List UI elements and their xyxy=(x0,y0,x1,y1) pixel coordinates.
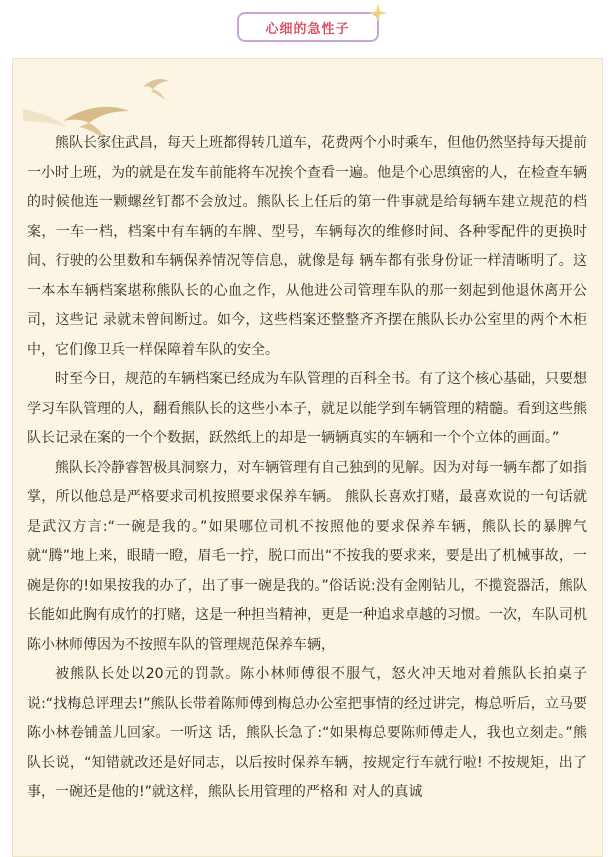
page-title: 心细的急性子 xyxy=(265,21,350,37)
paragraph: 熊队长冷静睿智极具洞察力，对车辆管理有自己独到的见解。因为对每一辆车都了如指掌，所以他总是严格要求司机按照要求保养车辆。 熊队长喜欢打赌，最喜欢说的一句话就是武汉方言:“一碗是我的。”如果哪位司机不按照他的要求保养车辆，熊队长的暴脾气就“腾”地上来，眼睛一瞪，眉毛一拧，脱口而出“不按我的要求来，要是出了机械事故，一碗是你的!如果按我的办了，出了事一碗是我的。”俗话说:没有金刚钻儿，不揽瓷器活，熊队长能如此胸有成竹的打赌，这是一种担当精神，更是一种追求卓越的习惯。一次，车队司机陈小林师傅因为不按照车队的管理规范保养车辆， xyxy=(27,459,587,653)
article-paper xyxy=(12,58,603,857)
paragraph: 熊队长家住武昌，每天上班都得转几道车，花费两个小时乘车，但他仍然坚持每天提前一小时上班，为的就是在发车前能将车况挨个查看一遍。他是个心思缜密的人，在检查车辆的时候他连一颗螺丝钉都不会放过。熊队长上任后的第一件事就是给每辆车建立规范的档案，一车一档，档案中有车辆的车牌、型号，车辆每次的维修时间、各种零配件的更换时间、行驶的公里数和车辆保养情况等信息，就像是每 辆车都有张身份证一样清晰明了。这一本本车辆档案堪称熊队长的心血之作，从他进公司管理车队的那一刻起到他退休离开公司，这些记 录就未曾间断过。如今，这些档案还整整齐齐摆在熊队长办公室里的两个木柜中，它们像卫兵一样保障着车队的安全。 xyxy=(27,135,587,358)
sparkle-icon xyxy=(367,2,389,24)
title-badge xyxy=(237,12,379,42)
title-container xyxy=(0,12,615,42)
article-body xyxy=(27,129,587,808)
paragraph: 时至今日，规范的车辆档案已经成为车队管理的百科全书。有了这个核心基础，只要想学习车队管理的人，翻看熊队长的这些小本子，就足以能学到车辆管理的精髓。看到这些熊队长记录在案的一个个数据，跃然纸上的却是一辆辆真实的车辆和一个个立体的画面。” xyxy=(27,371,587,446)
paragraph: 被熊队长处以20元的罚款。陈小林师傅很不服气，怒火冲天地对着熊队长拍桌子说:“找梅总评理去!”熊队长带着陈师傅到梅总办公室把事情的经过讲完，梅总听后，立马要陈小林卷铺盖儿回家。一听这 话，熊队长急了:“如果梅总要陈师傅走人，我也立刻走。”熊队长说，“知错就改还是好同志，以后按时保养车辆，按规定行车就行啦! 不按规矩，出了事，一碗还是他的!”就这样，熊队长用管理的严格和 对人的真诚 xyxy=(27,666,587,800)
